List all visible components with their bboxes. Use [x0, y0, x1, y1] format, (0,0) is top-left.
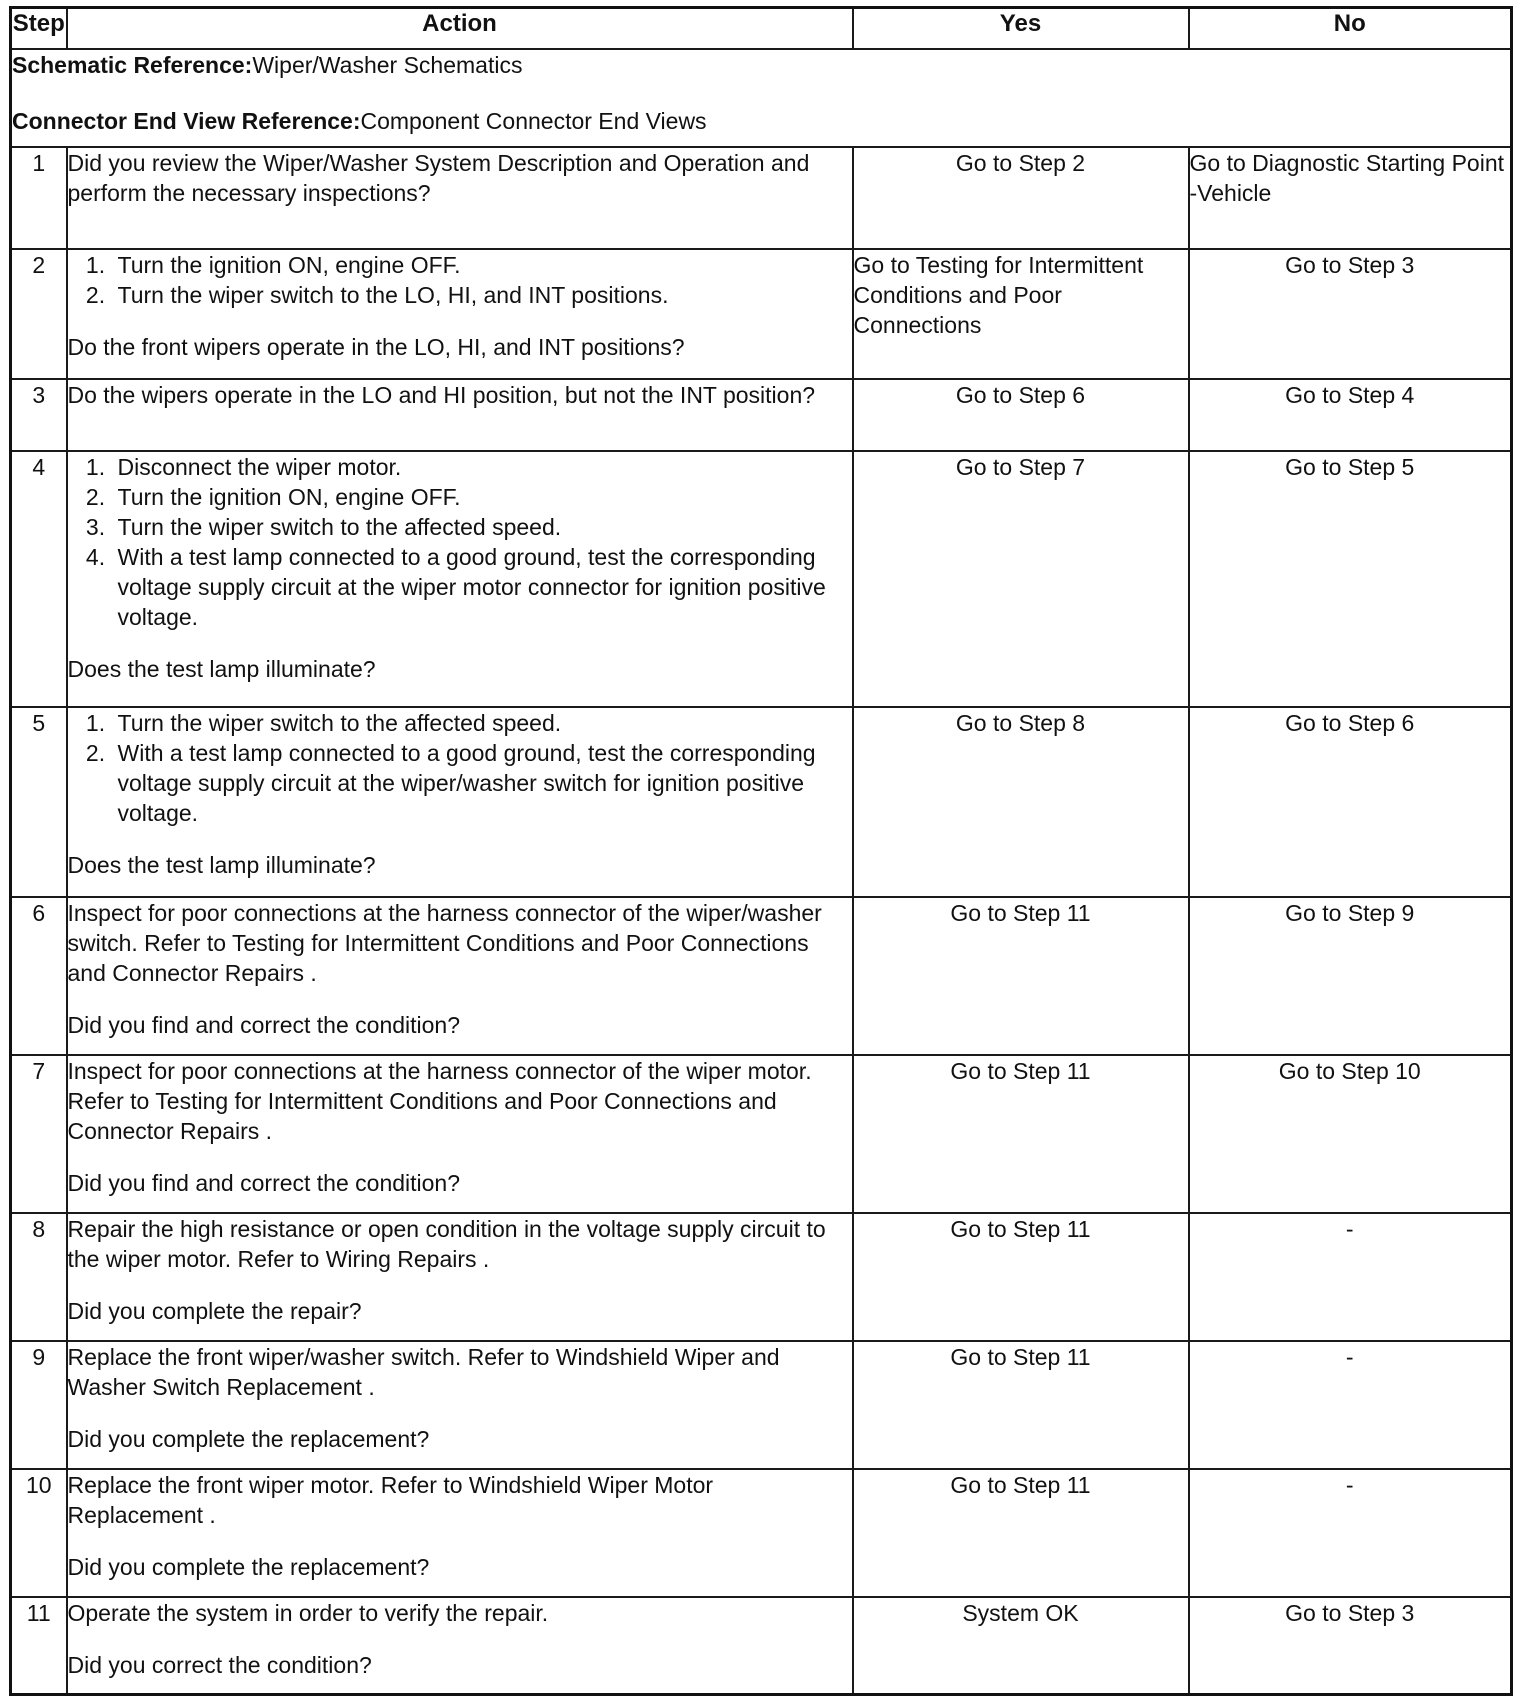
diagnostic-table: [9, 6, 1513, 1696]
header-yes: Yes: [853, 8, 1189, 49]
action-cell: [67, 897, 853, 1055]
action-cell: [67, 707, 853, 897]
no-result[interactable]: Go to Step 3: [1189, 1597, 1512, 1695]
action-text: Did you review the Wiper/Washer System Description and Operation and perform the necessary inspections?: [67, 147, 853, 249]
table-row: [11, 1213, 1512, 1341]
step-number: 6: [11, 897, 67, 1055]
header-step: Step: [11, 8, 67, 49]
yes-result[interactable]: Go to Step 6: [853, 379, 1189, 451]
step-number: 1: [11, 147, 67, 249]
table-row: [11, 707, 1512, 897]
schematic-reference: [12, 50, 1510, 80]
schematic-reference-label: Schematic Reference:: [12, 51, 253, 78]
instruction-item: 4. With a test lamp connected to a good ground, test the corresponding voltage supply circuit at the wiper motor connector for ignition positive voltage.: [112, 542, 852, 632]
no-result[interactable]: Go to Step 4: [1189, 379, 1512, 451]
no-result: -: [1189, 1469, 1512, 1597]
connector-reference-link[interactable]: Component Connector End Views: [360, 107, 707, 134]
action-cell: [67, 249, 853, 379]
instruction-item: 2. Turn the ignition ON, engine OFF.: [112, 482, 852, 512]
action-text: Repair the high resistance or open condition in the voltage supply circuit to the wiper motor. Refer to Wiring Repairs .: [67, 1215, 826, 1272]
table-row: [11, 1469, 1512, 1597]
instruction-item: 3. Turn the wiper switch to the affected speed.: [112, 512, 852, 542]
step-number: 3: [11, 379, 67, 451]
action-text: Operate the system in order to verify the repair.: [67, 1599, 549, 1626]
instruction-item: 2. Turn the wiper switch to the LO, HI, and INT positions.: [112, 280, 852, 310]
no-result[interactable]: Go to Step 9: [1189, 897, 1512, 1055]
table-row: [11, 249, 1512, 379]
header-row: [11, 8, 1512, 49]
action-cell: [67, 1055, 853, 1213]
instruction-item: 1. Disconnect the wiper motor.: [112, 452, 852, 482]
table-row: [11, 147, 1512, 249]
no-result[interactable]: Go to Diagnostic Starting Point -Vehicle: [1189, 147, 1512, 249]
table-row: [11, 1055, 1512, 1213]
header-action: Action: [67, 8, 853, 49]
action-cell: [67, 1469, 853, 1597]
instruction-item: 1. Turn the ignition ON, engine OFF.: [112, 250, 852, 280]
yes-result[interactable]: Go to Step 8: [853, 707, 1189, 897]
action-text: Replace the front wiper motor. Refer to Windshield Wiper Motor Replacement .: [67, 1471, 714, 1528]
no-result[interactable]: Go to Step 10: [1189, 1055, 1512, 1213]
step-number: 8: [11, 1213, 67, 1341]
table-row: [11, 1341, 1512, 1469]
yes-result[interactable]: Go to Step 7: [853, 451, 1189, 707]
step-number: 2: [11, 249, 67, 379]
no-result[interactable]: Go to Step 6: [1189, 707, 1512, 897]
table-row: [11, 897, 1512, 1055]
action-cell: [67, 451, 853, 707]
table-row: [11, 379, 1512, 451]
no-result[interactable]: Go to Step 5: [1189, 451, 1512, 707]
yes-result[interactable]: Go to Step 2: [853, 147, 1189, 249]
step-number: 9: [11, 1341, 67, 1469]
action-question: Did you complete the repair?: [67, 1297, 362, 1324]
action-question: Do the front wipers operate in the LO, HI, and INT positions?: [67, 333, 685, 360]
instruction-item: 2. With a test lamp connected to a good ground, test the corresponding voltage supply circuit at the wiper/washer switch for ignition positive voltage.: [112, 738, 852, 828]
no-result: -: [1189, 1341, 1512, 1469]
step-number: 10: [11, 1469, 67, 1597]
action-question: Did you complete the replacement?: [67, 1425, 430, 1452]
yes-result[interactable]: Go to Step 11: [853, 1341, 1189, 1469]
no-result[interactable]: Go to Step 3: [1189, 249, 1512, 379]
action-question: Did you complete the replacement?: [67, 1553, 430, 1580]
action-question: Does the test lamp illuminate?: [67, 655, 376, 682]
action-question: Did you correct the condition?: [67, 1651, 372, 1678]
action-text: Replace the front wiper/washer switch. Refer to Windshield Wiper and Washer Switch Replacement .: [67, 1343, 780, 1400]
step-number: 11: [11, 1597, 67, 1695]
action-cell: [67, 1341, 853, 1469]
action-cell: [67, 1213, 853, 1341]
header-no: No: [1189, 8, 1512, 49]
action-question: Did you find and correct the condition?: [67, 1169, 461, 1196]
action-cell: [67, 1597, 853, 1695]
reference-cell: [11, 49, 1512, 147]
instruction-item: 1. Turn the wiper switch to the affected speed.: [112, 708, 852, 738]
yes-result[interactable]: Go to Step 11: [853, 1469, 1189, 1597]
yes-result: System OK: [853, 1597, 1189, 1695]
step-number: 4: [11, 451, 67, 707]
step-number: 7: [11, 1055, 67, 1213]
action-text: Inspect for poor connections at the harness connector of the wiper motor. Refer to Testing for Intermittent Conditions and Poor Connections and Connector Repairs .: [67, 1057, 812, 1144]
yes-result[interactable]: Go to Step 11: [853, 897, 1189, 1055]
action-text: Do the wipers operate in the LO and HI position, but not the INT position?: [67, 379, 853, 451]
connector-reference: [12, 106, 1510, 136]
yes-result[interactable]: Go to Testing for Intermittent Conditions and Poor Connections: [853, 249, 1189, 379]
schematic-reference-link[interactable]: Wiper/Washer Schematics: [252, 51, 523, 78]
table-row: [11, 1597, 1512, 1695]
action-question: Did you find and correct the condition?: [67, 1011, 461, 1038]
action-question: Does the test lamp illuminate?: [67, 851, 376, 878]
step-number: 5: [11, 707, 67, 897]
action-text: Inspect for poor connections at the harness connector of the wiper/washer switch. Refer to Testing for Intermittent Conditions and Poor Connections and Connector Repairs .: [67, 899, 822, 986]
no-result: -: [1189, 1213, 1512, 1341]
reference-row: [11, 49, 1512, 147]
instruction-list: [68, 250, 852, 310]
yes-result[interactable]: Go to Step 11: [853, 1055, 1189, 1213]
connector-reference-label: Connector End View Reference:: [12, 107, 361, 134]
instruction-list: [68, 452, 852, 632]
table-row: [11, 451, 1512, 707]
instruction-list: [68, 708, 852, 828]
yes-result[interactable]: Go to Step 11: [853, 1213, 1189, 1341]
